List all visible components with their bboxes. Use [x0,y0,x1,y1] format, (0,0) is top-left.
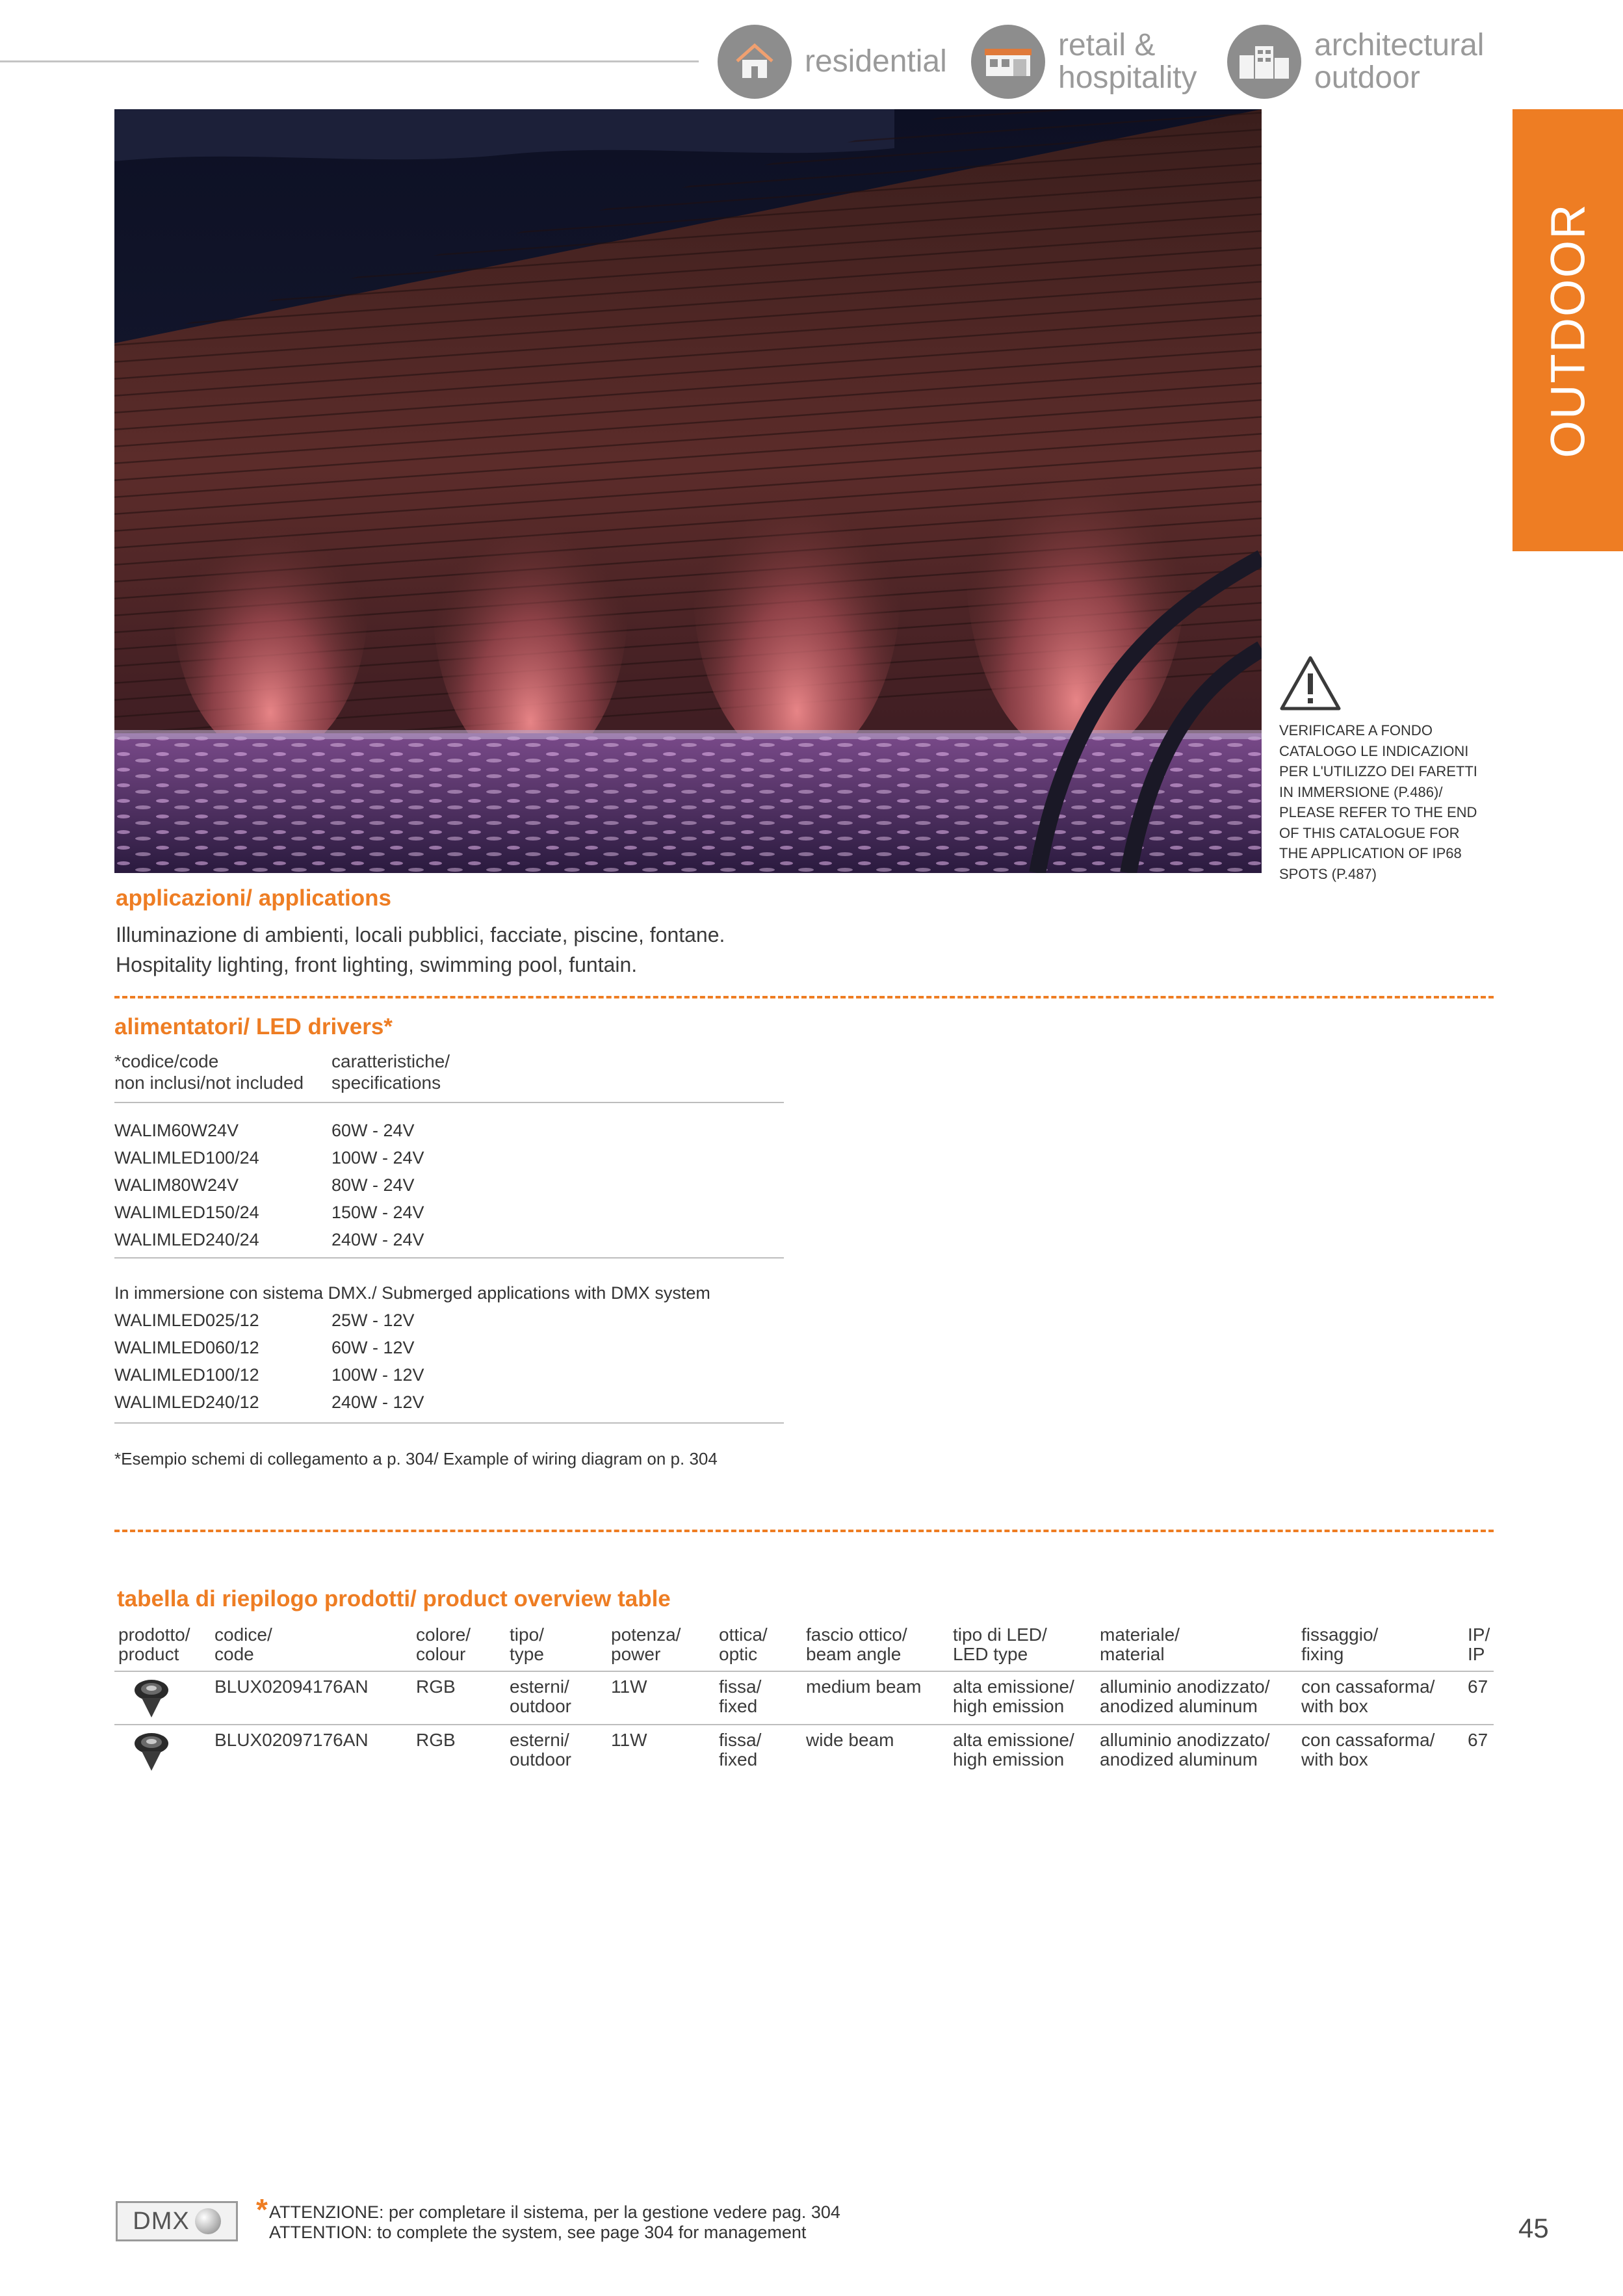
product-ip: 67 [1468,1676,1488,1697]
product-optic: fissa/ fixed [719,1676,762,1716]
col-header-led-type: tipo di LED/ LED type [953,1624,1047,1664]
col-header-material: materiale/ material [1100,1624,1180,1664]
product-type: esterni/ outdoor [510,1676,571,1716]
category-label: architectural outdoor [1314,28,1485,95]
col-header-ip: IP/ IP [1468,1624,1490,1664]
warning-text: VERIFICARE A FONDO CATALOGO LE INDICAZIONI PER L'UTILIZZO DEI FARETTI IN IMMERSIONE (P.486)/ PLEASE REFER TO THE END OF THIS CATALOGUE FOR THE APPLICATION OF IP68 SPOTS (P.487) [1279,722,1477,882]
dmx-note: In immersione con sistema DMX./ Submerged applications with DMX system [114,1283,710,1303]
product-colour: RGB [416,1676,456,1697]
col-header-code: codice/ code [214,1624,272,1664]
product-code: BLUX02097176AN [214,1730,369,1750]
overview-header-row [0,1625,1623,1671]
row-rule [114,1724,1494,1725]
shop-icon [971,25,1045,99]
product-thumbnail [133,1677,170,1724]
drivers-header-spec: caratteristiche/ specifications [331,1051,450,1093]
col-header-product: prodotto/ product [118,1624,190,1664]
table-row [0,1730,1623,1777]
col-header-type: tipo/ type [510,1624,544,1664]
product-material: alluminio anodizzato/ anodized aluminum [1100,1676,1270,1716]
product-material: alluminio anodizzato/ anodized aluminum [1100,1730,1270,1769]
dmx-badge [116,2201,238,2241]
product-ip: 67 [1468,1730,1488,1750]
category-architectural-outdoor[interactable] [1227,25,1484,99]
product-fixing: con cassaforma/ with box [1301,1730,1435,1769]
dmx-label: DMX [133,2207,190,2235]
dmx-sphere-icon [195,2208,221,2234]
footnote-star: * [256,2193,268,2226]
product-code: BLUX02094176AN [214,1676,369,1697]
col-header-fixing: fissaggio/ fixing [1301,1624,1379,1664]
category-label: retail & hospitality [1058,28,1197,95]
product-type: esterni/ outdoor [510,1730,571,1769]
col-header-beam-angle: fascio ottico/ beam angle [806,1624,907,1664]
drivers-rule [114,1257,784,1259]
product-photo [114,109,1262,873]
section-divider [114,996,1494,998]
product-thumbnail [133,1730,170,1777]
building-icon [1227,25,1301,99]
applications-title: applicazioni/ applications [116,885,391,911]
category-retail-hospitality[interactable] [971,25,1197,99]
drivers-rule [114,1102,784,1103]
product-led-type: alta emissione/ high emission [953,1730,1074,1769]
product-power: 11W [611,1730,647,1750]
col-header-colour: colore/ colour [416,1624,471,1664]
category-label: residential [805,44,947,79]
product-fixing: con cassaforma/ with box [1301,1676,1435,1716]
overview-title: tabella di riepilogo prodotti/ product overview table [117,1586,671,1611]
col-header-optic: ottica/ optic [719,1624,768,1664]
side-tab-label: OUTDOOR [1540,202,1595,458]
footer-note: ATTENZIONE: per completare il sistema, per la gestione vedere pag. 304 ATTENTION: to complete the system, see page 304 for management [269,2202,840,2242]
product-colour: RGB [416,1730,456,1750]
section-divider [114,1530,1494,1532]
product-beam-angle: medium beam [806,1676,922,1697]
page-number: 45 [1518,2213,1549,2243]
product-led-type: alta emissione/ high emission [953,1676,1074,1716]
category-residential[interactable] [718,25,947,99]
col-header-power: potenza/ power [611,1624,681,1664]
house-icon [718,25,792,99]
drivers-header-code: *codice/code non inclusi/not included [114,1051,304,1093]
product-power: 11W [611,1676,647,1697]
applications-text: Illuminazione di ambienti, locali pubblici, facciate, piscine, fontane. Hospitality lighting, front lighting, swimming pool, funtain. [116,923,725,976]
drivers-title: alimentatori/ LED drivers* [114,1014,393,1039]
drivers-footnote: *Esempio schemi di collegamento a p. 304/ Example of wiring diagram on p. 304 [114,1449,718,1468]
section-side-tab [1513,109,1623,551]
product-optic: fissa/ fixed [719,1730,762,1769]
overview-header-rule [114,1671,1494,1672]
product-beam-angle: wide beam [806,1730,894,1750]
drivers-rule [114,1422,784,1424]
table-row [0,1677,1623,1724]
header-rule [0,60,699,62]
warning-icon [1279,655,1342,711]
